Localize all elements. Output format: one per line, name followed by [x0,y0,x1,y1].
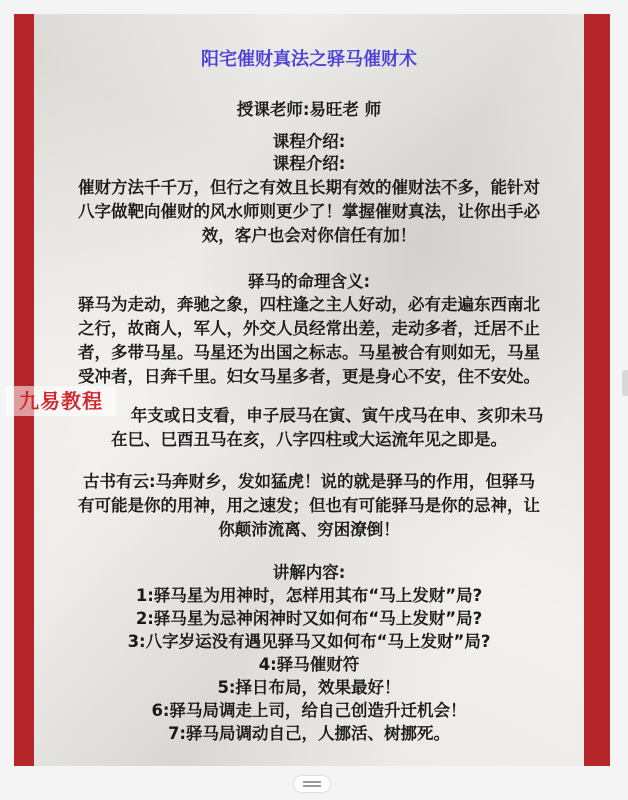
content-item: 6:驿马局调走上司，给自己创造升迁机会！ [151,701,467,720]
intro-text-line: 催财方法千千万，但行之有效且长期有效的催财法不多，能针对 [78,178,540,197]
side-drawer-handle[interactable] [622,370,628,396]
lookup-text-line: 年支或日支看，申子辰马在寅、寅午戌马在申、亥卯未马 [130,406,544,425]
content-item: 7:驿马局调动自己，人挪活、树挪死。 [167,724,451,743]
meaning-text-line: 者，多带马星。马星还为出国之标志。马星被合有则如无，马星 [78,343,540,362]
grip-line-icon [303,781,321,783]
ancient-text-line: 古书有云:马奔财乡，发如猛虎！说的就是驿马的作用，但驿马 [82,472,536,491]
meaning-text-line: 受冲者，日奔千里。妇女马星多者，更是身心不安，住不安处。 [78,367,540,386]
intro-text-line: 效，客户也会对你信任有加！ [201,226,417,245]
ancient-text-line: 有可能是你的用神，用之速发；但也有可能驿马是你的忌神，让 [78,496,540,515]
meaning-text-line: 之行，故商人，军人，外交人员经常出差，走动多者，迁居不止 [78,319,540,338]
grip-line-icon [303,785,321,787]
course-poster [34,14,584,766]
scroll-handle[interactable] [294,776,330,792]
intro-text-line: 八字做靶向催财的风水师则更少了！掌握催财真法，让你出手必 [78,202,540,221]
content-item: 5:择日布局，效果最好！ [217,678,401,697]
intro-heading: 课程介绍: [272,132,346,151]
content-item: 1:驿马星为用神时，怎样用其布“马上发财”局? [135,586,483,605]
teacher-line: 授课老师:易旺老 师 [236,100,382,119]
intro-heading-repeat: 课程介绍: [272,154,346,173]
meaning-heading: 驿马的命理含义: [247,272,371,291]
poster-title: 阳宅催财真法之驿马催财术 [201,49,417,70]
content-item: 2:驿马星为忌神闲神时又如何布“马上发财”局? [135,609,483,628]
meaning-text-line: 驿马为走动，奔驰之象，四柱逢之主人好动，必有走遍东西南北 [78,295,540,314]
content-item: 4:驿马催财符 [258,655,360,674]
lookup-text-line: 在巳、巳酉丑马在亥，八字四柱或大运流年见之即是。 [111,430,507,449]
ancient-text-line: 你颠沛流离、穷困潦倒！ [218,520,400,539]
content-item: 3:八字岁运没有遇见驿马又如何布“马上发财”局? [127,632,491,651]
watermark-logo: 九易教程 [6,386,116,416]
content-heading: 讲解内容: [272,563,346,582]
